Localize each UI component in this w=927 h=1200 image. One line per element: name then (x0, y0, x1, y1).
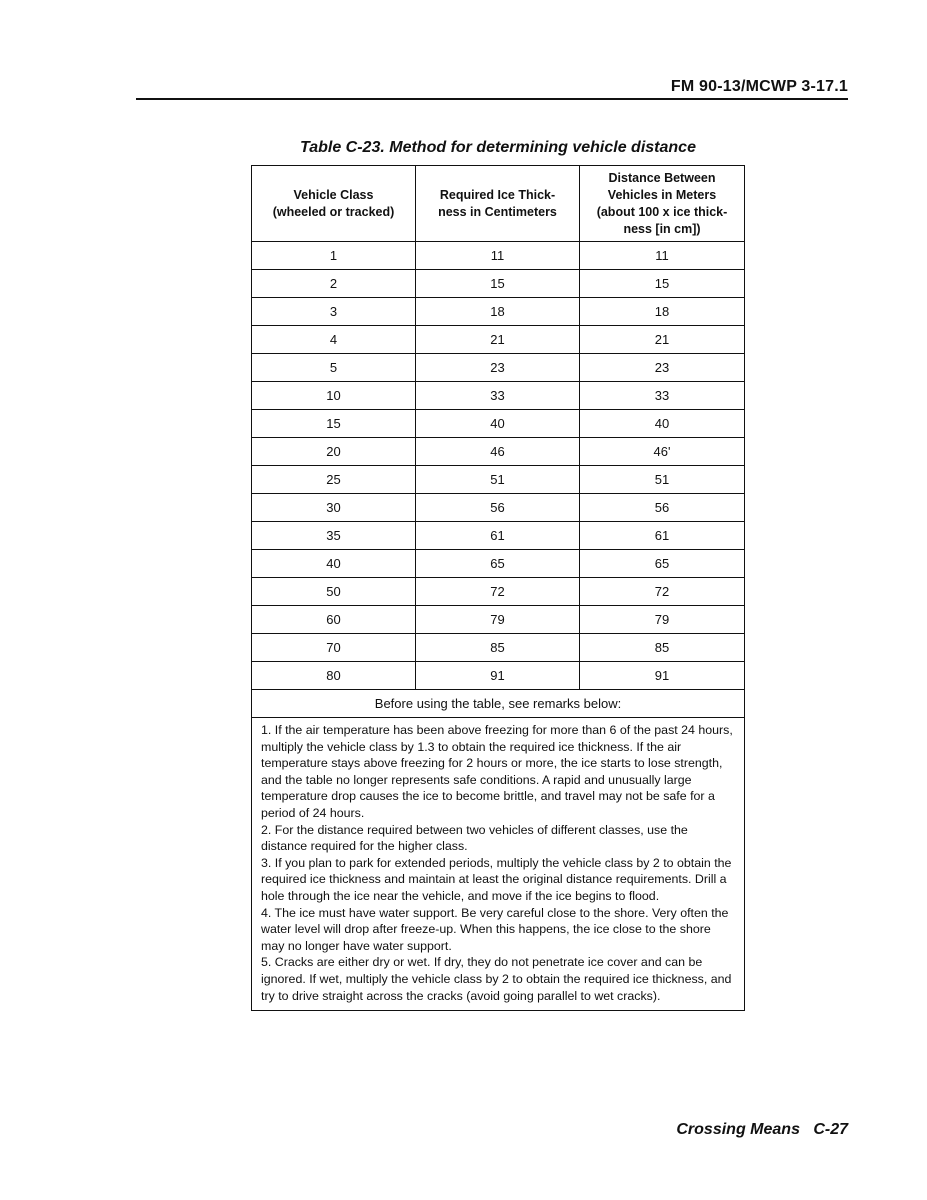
cell-distance: 11 (580, 242, 745, 270)
cell-distance: 33 (580, 382, 745, 410)
remarks-intro: Before using the table, see remarks below: (252, 690, 745, 718)
cell-vehicle-class: 10 (252, 382, 416, 410)
table-row (252, 410, 745, 438)
cell-vehicle-class: 35 (252, 522, 416, 550)
table-row (252, 354, 745, 382)
cell-distance: 85 (580, 634, 745, 662)
remark-5: 5. Cracks are either dry or wet. If dry, they do not penetrate ice cover and can be ignored. If wet, multiply the vehicle class by 2 to obtain the required ice thickness, and try to drive straight across the cracks (avoid going parallel to wet cracks). (261, 955, 732, 1003)
cell-ice-thickness: 23 (416, 354, 580, 382)
footer-page-number: C-27 (813, 1121, 848, 1138)
cell-ice-thickness: 18 (416, 298, 580, 326)
cell-ice-thickness: 15 (416, 270, 580, 298)
cell-vehicle-class: 80 (252, 662, 416, 690)
cell-ice-thickness: 56 (416, 494, 580, 522)
table-row (252, 662, 745, 690)
table-row (252, 606, 745, 634)
cell-ice-thickness: 46 (416, 438, 580, 466)
cell-distance: 23 (580, 354, 745, 382)
cell-distance: 65 (580, 550, 745, 578)
cell-vehicle-class: 1 (252, 242, 416, 270)
table-row (252, 494, 745, 522)
table-row (252, 466, 745, 494)
table-body (252, 242, 745, 690)
page-footer (560, 1121, 848, 1139)
cell-distance: 91 (580, 662, 745, 690)
vehicle-distance-table (251, 165, 745, 1011)
cell-distance: 51 (580, 466, 745, 494)
table-row (252, 578, 745, 606)
cell-vehicle-class: 70 (252, 634, 416, 662)
cell-ice-thickness: 21 (416, 326, 580, 354)
remarks-cell (252, 718, 745, 1011)
cell-ice-thickness: 33 (416, 382, 580, 410)
header-rule (136, 98, 848, 100)
table-row (252, 298, 745, 326)
cell-ice-thickness: 72 (416, 578, 580, 606)
column-header-vehicle-class: Vehicle Class (wheeled or tracked) (252, 166, 416, 242)
table-row (252, 270, 745, 298)
table-row (252, 634, 745, 662)
cell-ice-thickness: 51 (416, 466, 580, 494)
column-header-ice-thickness: Required Ice Thick- ness in Centimeters (416, 166, 580, 242)
cell-vehicle-class: 3 (252, 298, 416, 326)
remark-3: 3. If you plan to park for extended periods, multiply the vehicle class by 2 to obtain the required ice thickness and maintain at least the original distance requirements. Drill a hole through the ice near the vehicle, and move if the ice begins to flood. (261, 855, 732, 903)
cell-ice-thickness: 79 (416, 606, 580, 634)
footer-section: Crossing Means (676, 1121, 800, 1138)
table-row (252, 438, 745, 466)
cell-distance: 79 (580, 606, 745, 634)
table-row (252, 522, 745, 550)
table-row (252, 242, 745, 270)
cell-vehicle-class: 50 (252, 578, 416, 606)
remark-4: 4. The ice must have water support. Be very careful close to the shore. Very often the water level will drop after freeze-up. When this happens, the ice close to the shore may no longer have water support. (261, 905, 729, 953)
cell-vehicle-class: 15 (252, 410, 416, 438)
cell-ice-thickness: 91 (416, 662, 580, 690)
cell-distance: 40 (580, 410, 745, 438)
cell-ice-thickness: 85 (416, 634, 580, 662)
cell-vehicle-class: 30 (252, 494, 416, 522)
cell-vehicle-class: 20 (252, 438, 416, 466)
cell-vehicle-class: 60 (252, 606, 416, 634)
table-row (252, 326, 745, 354)
cell-distance: 18 (580, 298, 745, 326)
remark-1: 1. If the air temperature has been above freezing for more than 6 of the past 24 hours, multiply the vehicle class by 1.3 to obtain the required ice thickness. If the air temperature stays above freezing for 2 hours or more, the ice starts to lose strength, and the table no longer represents safe conditions. A rapid and unusually large temperature drop causes the ice to become brittle, and travel may not be safe for a period of 24 hours. (261, 723, 733, 820)
cell-ice-thickness: 40 (416, 410, 580, 438)
column-header-distance: Distance Between Vehicles in Meters (about 100 x ice thick- ness [in cm]) (580, 166, 745, 242)
cell-vehicle-class: 40 (252, 550, 416, 578)
cell-ice-thickness: 61 (416, 522, 580, 550)
cell-vehicle-class: 5 (252, 354, 416, 382)
cell-distance: 21 (580, 326, 745, 354)
cell-distance: 46' (580, 438, 745, 466)
cell-ice-thickness: 11 (416, 242, 580, 270)
cell-vehicle-class: 4 (252, 326, 416, 354)
document-id-header: FM 90-13/MCWP 3-17.1 (670, 78, 848, 95)
cell-distance: 56 (580, 494, 745, 522)
remark-2: 2. For the distance required between two vehicles of different classes, use the distance required for the higher class. (261, 822, 688, 854)
cell-vehicle-class: 25 (252, 466, 416, 494)
table-row (252, 550, 745, 578)
cell-vehicle-class: 2 (252, 270, 416, 298)
cell-distance: 61 (580, 522, 745, 550)
cell-distance: 72 (580, 578, 745, 606)
cell-ice-thickness: 65 (416, 550, 580, 578)
cell-distance: 15 (580, 270, 745, 298)
table-row (252, 382, 745, 410)
table-caption: Table C-23. Method for determining vehicle distance (300, 139, 696, 156)
